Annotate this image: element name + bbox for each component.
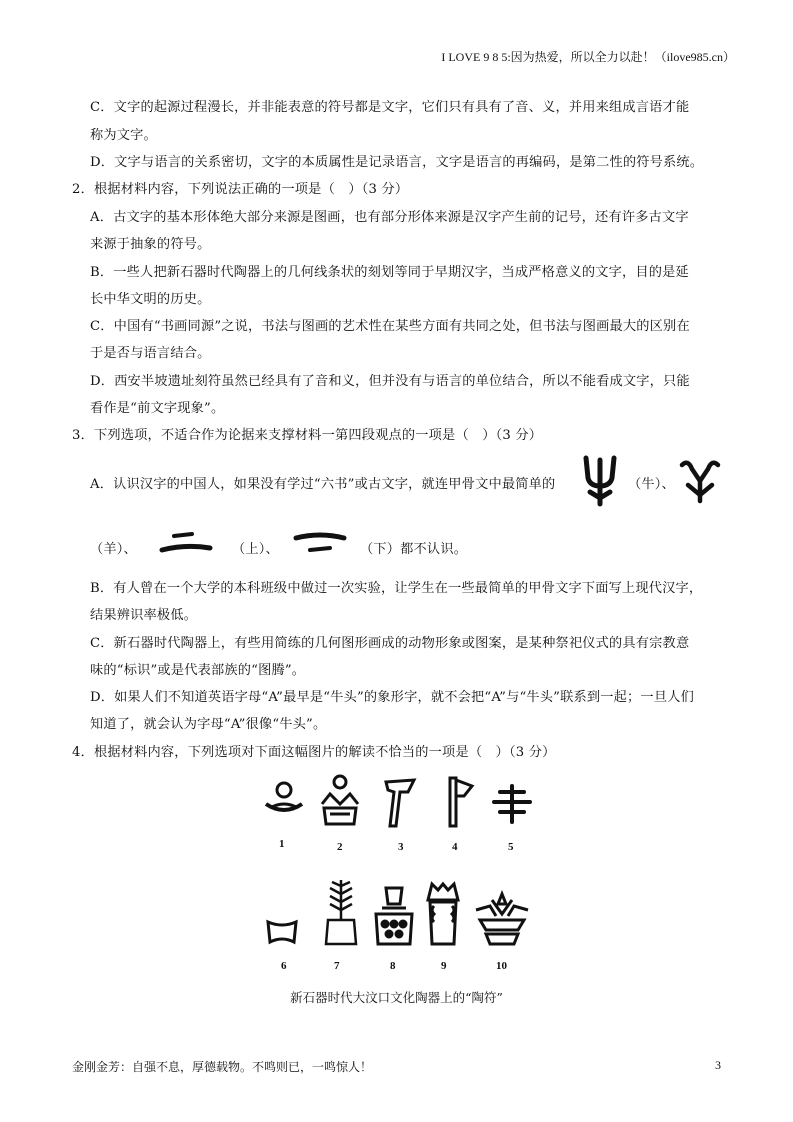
page-number: 3	[715, 1058, 721, 1072]
symbol-number-3: 3	[398, 841, 404, 853]
q4-stem: 4．根据材料内容，下列选项对下面这幅图片的解读不恰当的一项是（ ）（3 分）	[72, 745, 556, 760]
oracle-down-glyph	[292, 528, 348, 558]
pottery-symbol-5	[490, 784, 534, 824]
symbol-number-10: 10	[496, 960, 507, 972]
symbol-number-4: 4	[452, 841, 458, 853]
page-header: I LOVE 9 8 5:因为热爱，所以全力以赴！（ilove985.cn）	[441, 50, 735, 64]
oracle-ox-glyph	[580, 452, 620, 508]
q3-option-b-line1: B．有人曾在一个大学的本科班级中做过一次实验，让学生在一些最简单的甲骨文字下面写上现代汉字，	[90, 581, 703, 596]
pottery-symbol-2	[318, 774, 362, 828]
symbol-number-8: 8	[390, 960, 396, 972]
q2-option-a-line1: A．古文字的基本形体绝大部分来源是图画，也有部分形体来源是汉字产生前的记号，还有许多古文字	[90, 210, 689, 225]
symbol-number-5: 5	[508, 841, 514, 853]
q1-option-c-line2: 称为文字。	[90, 128, 157, 143]
q3-option-a-ox-label: （牛）、	[628, 477, 675, 492]
symbol-number-9: 9	[441, 960, 447, 972]
pottery-symbol-4	[438, 774, 478, 830]
q3-option-a-down-label: （下）都不认识。	[360, 542, 468, 557]
q3-option-d-line1: D．如果人们不知道英语字母“A”最早是“牛头”的象形字，就不会把“A”与“牛头”联系到一起；一旦人们	[90, 690, 694, 705]
oracle-sheep-glyph	[678, 455, 722, 505]
q2-option-d-line2: 看作是“前文字现象”。	[90, 401, 225, 416]
q2-option-b-line2: 长中华文明的历史。	[90, 292, 211, 307]
symbol-number-6: 6	[281, 960, 287, 972]
q2-option-c-line1: C．中国有“书画同源”之说，书法与图画的艺术性在某些方面有共同之处，但书法与图画最大的区别在	[90, 319, 690, 334]
q3-stem: 3．下列选项，不适合作为论据来支撑材料一第四段观点的一项是（ ）（3 分）	[72, 428, 543, 443]
q3-option-b-line2: 结果辨识率极低。	[90, 608, 198, 623]
oracle-up-glyph	[158, 528, 214, 558]
q3-option-d-line2: 知道了，就会认为字母“A”很像“牛头”。	[90, 717, 327, 732]
q2-option-c-line2: 于是否与语言结合。	[90, 346, 211, 361]
q2-option-d-line1: D．西安半坡遗址刻符虽然已经具有了音和义，但并没有与语言的单位结合，所以不能看成文字，只能	[90, 374, 690, 389]
pottery-symbol-7	[322, 876, 360, 948]
q3-option-c-line2: 味的“标识”或是代表部族的“图腾”。	[90, 663, 306, 678]
q2-option-b-line1: B．一些人把新石器时代陶器上的几何线条状的刻划等同于早期汉字，当成严格意义的文字，目的是延	[90, 265, 689, 280]
q2-stem: 2．根据材料内容，下列说法正确的一项是（ ）（3 分）	[72, 182, 409, 197]
pottery-symbol-1	[262, 780, 306, 820]
figure-caption: 新石器时代大汶口文化陶器上的“陶符”	[290, 990, 503, 1005]
pottery-symbol-8	[372, 884, 416, 948]
q3-option-a-sheep-label: （羊）、	[90, 542, 137, 557]
q1-option-c-line1: C．文字的起源过程漫长，并非能表意的符号都是文字，它们只有具有了音、义，并用来组成言语才能	[90, 100, 690, 115]
pottery-symbol-3	[380, 776, 420, 830]
q1-option-d: D．文字与语言的关系密切，文字的本质属性是记录语言，文字是语言的再编码，是第二性的符号系统。	[90, 155, 704, 170]
symbol-number-2: 2	[337, 841, 343, 853]
pottery-symbol-6	[264, 918, 300, 946]
q3-option-a-up-label: （上）、	[232, 542, 279, 557]
pottery-symbol-9	[424, 880, 462, 948]
symbol-number-7: 7	[334, 960, 340, 972]
pottery-symbol-10	[472, 890, 532, 946]
q3-option-a-line1: A．认识汉字的中国人，如果没有学过“六书”或古文字，就连甲骨文中最简单的	[90, 477, 556, 492]
q3-option-c-line1: C．新石器时代陶器上，有些用简练的几何图形画成的动物形象或图案，是某种祭祀仪式的具有宗教意	[90, 636, 690, 651]
footer-motto: 金刚金芳：自强不息，厚德载物。不鸣则已，一鸣惊人！	[72, 1060, 373, 1074]
symbol-number-1: 1	[279, 838, 285, 850]
q2-option-a-line2: 来源于抽象的符号。	[90, 237, 211, 252]
